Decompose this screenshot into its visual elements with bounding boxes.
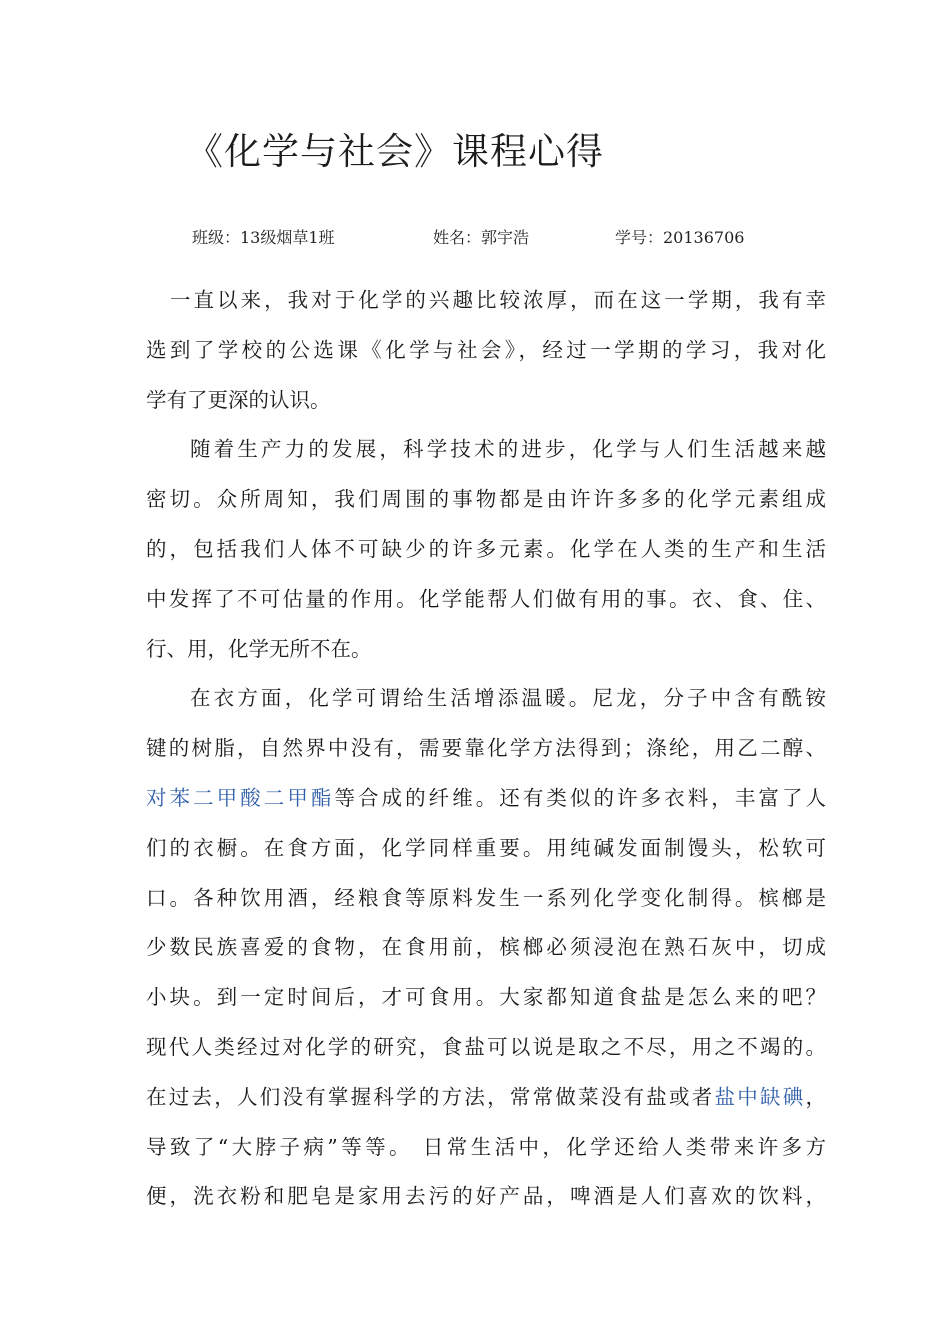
document-title: 《化学与社会》课程心得	[186, 130, 604, 173]
dmt-link[interactable]: 对苯二甲酸二甲酯	[146, 785, 335, 810]
text-line: 们的衣橱。在食方面，化学同样重要。用纯碱发面制馒头，松软可	[146, 835, 826, 860]
text-fragment: ，	[805, 1084, 827, 1109]
text-line-with-link	[146, 1073, 826, 1123]
text-line: 少数民族喜爱的食物，在食用前，槟榔必须浸泡在熟石灰中，切成	[146, 935, 826, 960]
text-line: 中发挥了不可估量的作用。化学能帮人们做有用的事。衣、食、住、	[146, 586, 826, 611]
text-line: 在衣方面，化学可谓给生活增添温暖。尼龙，分子中含有酰铵	[190, 686, 826, 711]
text-line: 选到了学校的公选课《化学与社会》，经过一学期的学习，我对化	[146, 337, 826, 362]
text-line: 现代人类经过对化学的研究，食盐可以说是取之不尽，用之不竭的。	[146, 1034, 826, 1059]
text-line: 一直以来，我对于化学的兴趣比较浓厚，而在这一学期，我有幸	[170, 288, 826, 312]
text-line: 密切。众所周知，我们周围的事物都是由许许多多的化学元素组成	[146, 487, 826, 512]
text-line: 的，包括我们人体不可缺少的许多元素。化学在人类的生产和生活	[146, 536, 826, 561]
text-line: 导致了“大脖子病”等等。 日常生活中，化学还给人类带来许多方	[146, 1134, 826, 1159]
text-line: 学有了更深的认识。	[146, 387, 331, 412]
text-fragment: 等合成的纤维。还有类似的许多衣料，丰富了人	[334, 785, 827, 810]
essay-body	[146, 276, 826, 1222]
text-fragment: 在过去，人们没有掌握科学的方法，常常做菜没有盐或者	[146, 1084, 715, 1109]
class-label: 班级：13级烟草1班	[192, 228, 335, 247]
text-line: 口。各种饮用酒，经粮食等原料发生一系列化学变化制得。槟榔是	[146, 885, 826, 910]
text-line: 随着生产力的发展，科学技术的进步，化学与人们生活越来越	[190, 437, 826, 462]
iodine-link[interactable]: 盐中缺碘	[714, 1084, 806, 1109]
text-line: 小块。到一定时间后，才可食用。大家都知道食盐是怎么来的吧？	[146, 985, 826, 1010]
text-line: 便，洗衣粉和肥皂是家用去污的好产品，啤酒是人们喜欢的饮料，	[146, 1184, 826, 1209]
text-line: 行、用，化学无所不在。	[146, 636, 372, 661]
text-line: 键的树脂，自然界中没有，需要靠化学方法得到；涤纶，用乙二醇、	[146, 736, 826, 761]
text-line-with-link	[146, 774, 826, 824]
student-info	[0, 224, 950, 252]
student-id-label: 学号：20136706	[615, 228, 745, 247]
name-label: 姓名：郭宇浩	[433, 228, 530, 247]
